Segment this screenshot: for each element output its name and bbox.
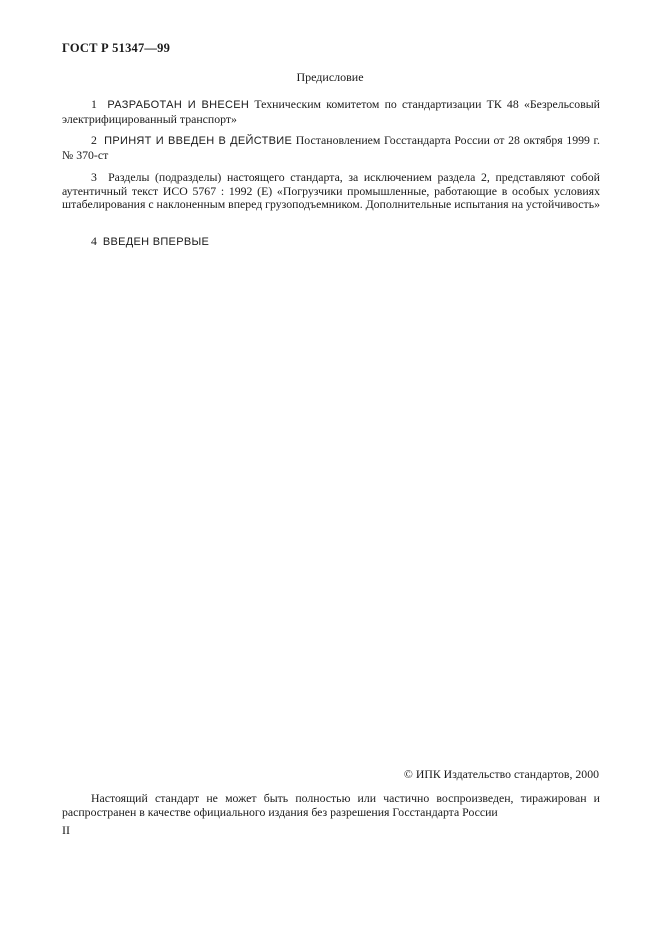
item-caps-heading: ПРИНЯТ И ВВЕДЕН В ДЕЙСТВИЕ	[104, 135, 293, 147]
item-caps-heading: ВВЕДЕН ВПЕРВЫЕ	[102, 236, 210, 248]
item-text: Постановлением Госстандарта России от 28 октября 1999 г. № 370-ст	[62, 133, 600, 162]
item-text: Техническим комитетом по стандартизации ТК 48 «Безрельсовый электрифицированный транспорт»	[62, 97, 600, 126]
page-number: II	[62, 823, 70, 837]
section-title: Предисловие	[296, 70, 364, 84]
preface-item-2	[62, 134, 600, 162]
document-code: ГОСТ Р 51347—99	[62, 41, 171, 55]
item-number: 1	[91, 97, 97, 111]
reproduction-notice: Настоящий стандарт не может быть полностью или частично воспроизведен, тиражирован и распространен в качестве официального издания без разрешения Госстандарта России	[62, 791, 600, 819]
preface-item-1	[62, 98, 600, 126]
item-number: 3	[91, 170, 97, 184]
item-caps-heading: РАЗРАБОТАН И ВНЕСЕН	[107, 99, 250, 111]
preface-item-4	[62, 235, 600, 250]
preface-item-3	[62, 171, 600, 212]
item-number: 2	[91, 133, 97, 147]
item-text: Разделы (подразделы) настоящего стандарта, за исключением раздела 2, представляют собой аутентичный текст ИСО 5767 : 1992 (Е) «Погрузчики промышленные, работающие в особых условиях штабелирования с наклоненным вперед грузоподъемником. Дополнительные испытания на устойчивость»	[62, 170, 600, 212]
copyright-line: © ИПК Издательство стандартов, 2000	[403, 767, 599, 781]
item-number: 4	[91, 234, 97, 248]
